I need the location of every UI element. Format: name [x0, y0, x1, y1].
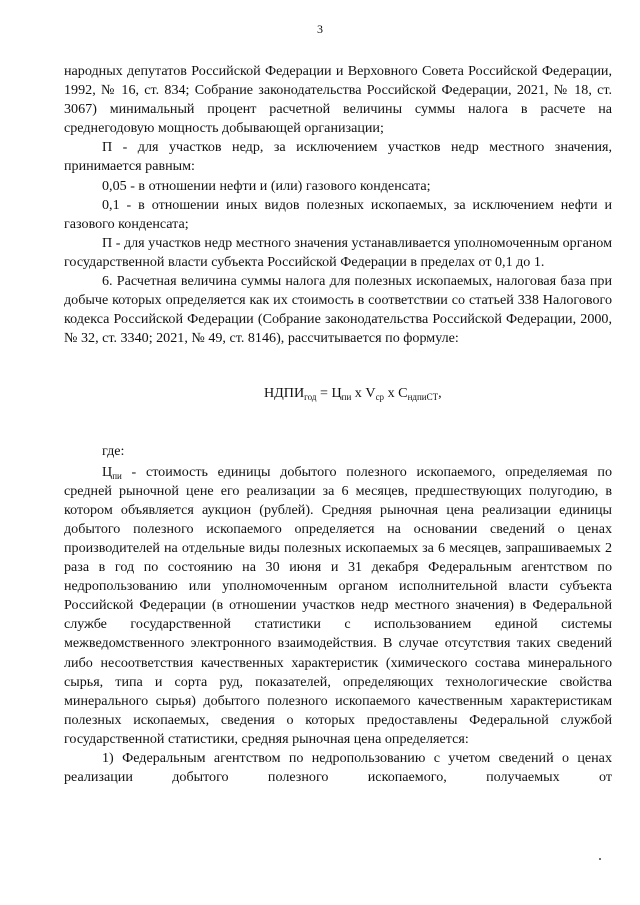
definition-price: [64, 463, 612, 749]
list-item-1: 1) Федеральным агентством по недропользованию с учетом сведений о ценах реализации добытого полезного ископаемого, получаемых от: [64, 750, 612, 786]
formula-multiply: х: [351, 385, 366, 402]
formula-term-volume: V: [365, 385, 376, 402]
formula-equals: =: [316, 385, 332, 402]
paragraph-continuation: народных депутатов Российской Федерации и Верховного Совета Российской Федерации, 1992, № 16, ст. 834; Собрание законодательства Российской Федерации, 2021, № 18, ст. 3067) минимальный процент расчетной величины суммы налога в расчете на среднегодовую мощность добывающей организации;: [64, 63, 612, 137]
page-number: 3: [317, 22, 323, 36]
formula-lhs: НДПИ: [264, 385, 305, 402]
formula-lhs-sub: год: [304, 392, 317, 403]
paragraph-oil-coefficient: 0,05 - в отношении нефти и (или) газового конденсата;: [102, 177, 431, 194]
definition-symbol: Ц: [102, 463, 113, 480]
definition-symbol-sub: пи: [112, 470, 122, 481]
tax-formula: [64, 384, 612, 403]
formula-multiply: х: [384, 385, 399, 402]
definition-text: - стоимость единицы добытого полезного ископаемого, определяемая по средней рыночной цене его реализации за 6 месяцев, предшествующих полугодию, в котором объявляется аукцион (рублей). Средняя рыночная цена реализации единицы добытого полезного ископаемого определяется на основании сведений о ценах производителей на отдельные виды полезных ископаемых за 6 месяцев, запрашиваемых 2 раза в год по состоянию на 30 июня и 31 декабря Федеральным агентством по недропользованию или уполномоченным органом исполнительной власти субъекта Российской Федерации (в отношении участков недр местного значения) в Федеральной службе государственной статистики с использованием единой системы межведомственного электронного взаимодействия. В случае отсутствия таких сведений либо несоответствия качественных характеристик (химического состава минерального сырья, типа и сорта руд, показателей, определяющих технологические свойства минерального сырья) добытого полезного ископаемого качественным характеристикам полезных ископаемых, сведения о которых предоставлены Федеральной службой государственной статистики, средняя рыночная цена определяется:: [64, 463, 612, 747]
formula-term-price: Ц: [331, 385, 342, 402]
scan-speck: [599, 858, 601, 860]
formula-end: ,: [438, 385, 442, 402]
formula-term-volume-sub: ср: [375, 392, 385, 403]
formula-term-price-sub: пи: [341, 392, 352, 403]
document-body: [64, 62, 612, 787]
paragraph-section-6: 6. Расчетная величина суммы налога для полезных ископаемых, налоговая база при добыче которых определяется как их стоимость в соответствии со статьей 338 Налогового кодекса Российской Федерации (Собрание законодательства Российской Федерации, 2000, № 32, ст. 3340; 2021, № 49, ст. 8146), рассчитывается по формуле:: [64, 273, 612, 347]
formula-term-rate-sub: ндпиСТ: [407, 392, 439, 403]
paragraph-other-coefficient: 0,1 - в отношении иных видов полезных ископаемых, за исключением нефти и газового конденсата;: [64, 196, 612, 232]
paragraph-p-local: П - для участков недр местного значения устанавливается уполномоченным органом государственной власти субъекта Российской Федерации в пределах от 0,1 до 1.: [64, 234, 612, 270]
paragraph-p-general: П - для участков недр, за исключением участков недр местного значения, принимается равным:: [64, 139, 612, 175]
formula-term-rate: С: [398, 385, 408, 402]
where-label: где:: [102, 442, 125, 459]
